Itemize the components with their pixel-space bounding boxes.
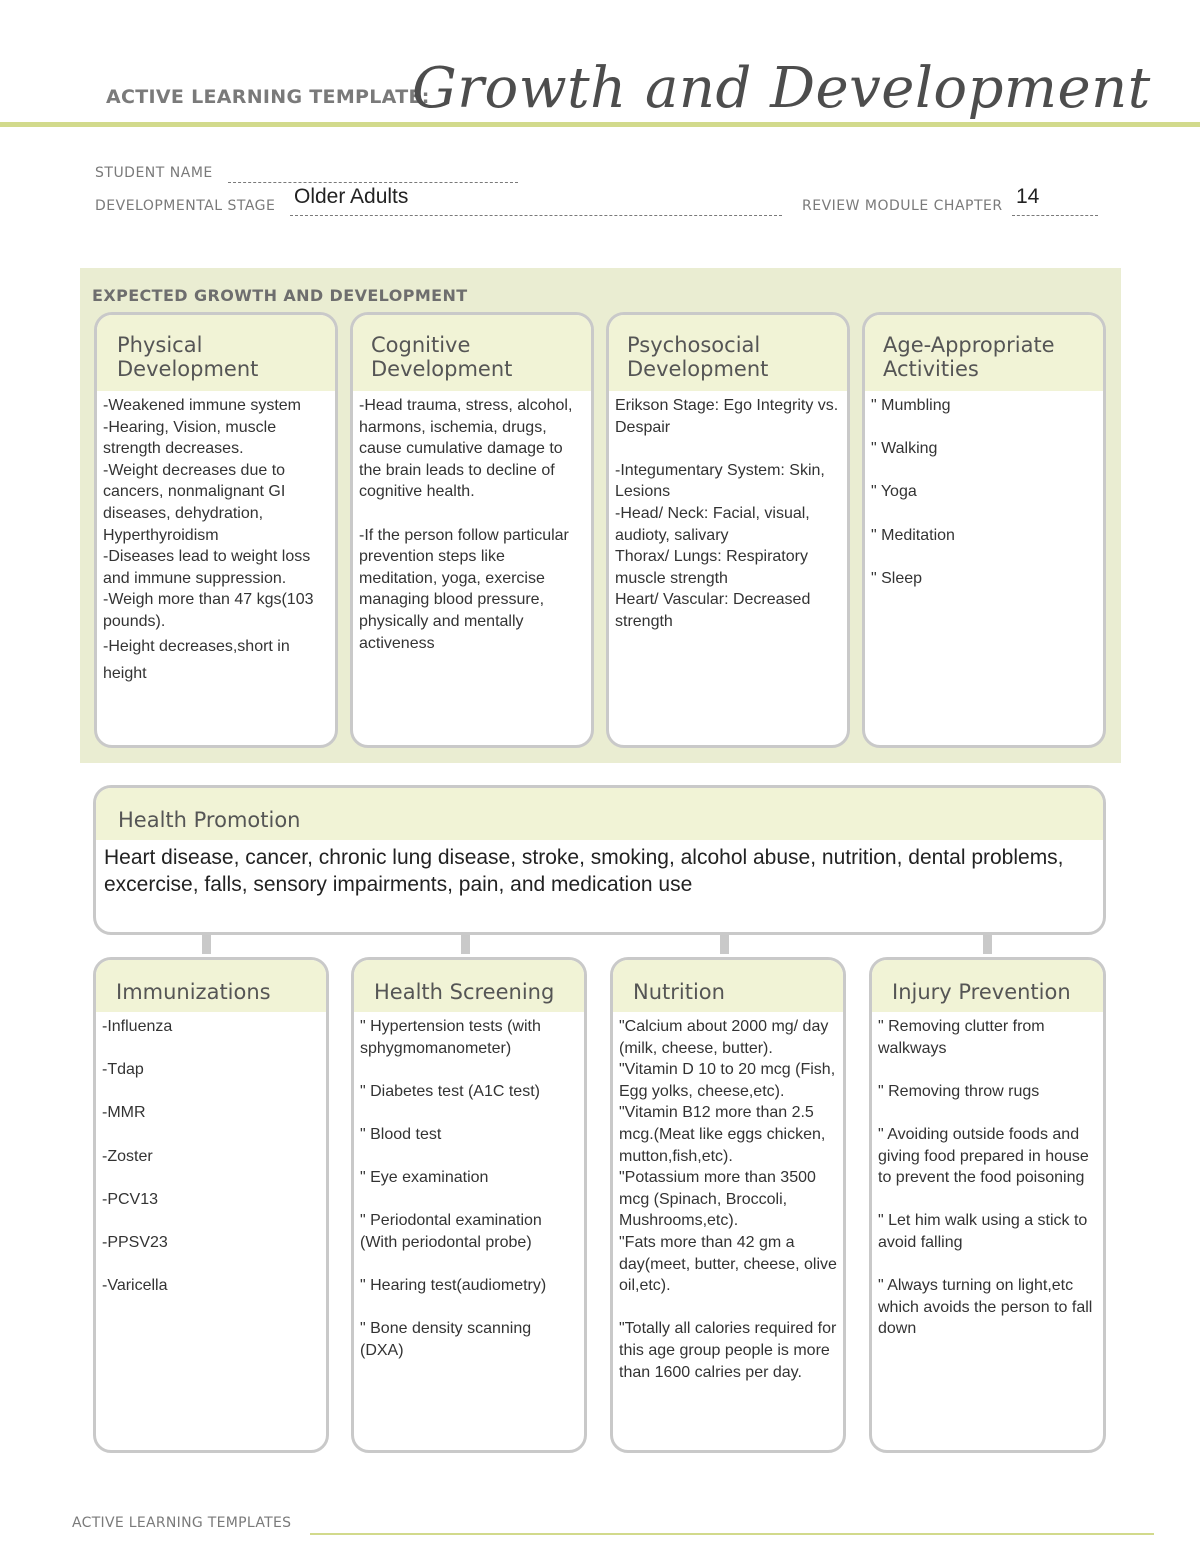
spacer <box>871 503 1097 525</box>
spacer <box>871 546 1097 568</box>
connector <box>202 934 211 954</box>
spacer <box>878 1254 1097 1276</box>
template-label: ACTIVE LEARNING TEMPLATE: <box>106 86 430 108</box>
spacer <box>360 1297 578 1319</box>
psychosocial-development-card <box>606 312 850 748</box>
spacer <box>102 1210 320 1232</box>
injury-prevention-card <box>869 957 1106 1453</box>
spacer <box>360 1146 578 1168</box>
health-promotion-text: Heart disease, cancer, chronic lung disease, stroke, smoking, alcohol abuse, nutrition, dental problems, excercise, falls, sensory impairments, pain, and medication use <box>104 846 1064 896</box>
health-screening-heading: Health Screening <box>354 960 584 1012</box>
list-item: " Bone density scanning (DXA) <box>360 1320 532 1359</box>
student-name-field[interactable] <box>228 165 518 183</box>
spacer <box>360 1102 578 1124</box>
list-item: " Meditation <box>871 526 955 544</box>
list-item: Thorax/ Lungs: Respiratory muscle strength <box>615 548 808 587</box>
spacer <box>102 1038 320 1060</box>
list-item: -Tdap <box>102 1061 144 1079</box>
heading-line: Psychosocial <box>627 333 761 357</box>
list-item: -If the person follow particular prevention steps like meditation, yoga, exercise managing blood pressure, physically and mentally activeness <box>359 526 569 652</box>
list-item: "Fats more than 42 gm a day(meet, butter, cheese, olive oil,etc). <box>619 1233 837 1295</box>
list-item: -Head/ Neck: Facial, visual, audioty, salivary <box>615 504 810 544</box>
list-item: " Yoga <box>871 483 917 501</box>
age-appropriate-activities-card <box>862 312 1106 748</box>
heading-line: Physical <box>117 333 203 357</box>
list-item: -Height decreases,short in height <box>103 637 290 682</box>
list-item: " Diabetes test (A1C test) <box>360 1082 540 1100</box>
psychosocial-development-body <box>609 391 847 633</box>
list-item: "Vitamin D 10 to 20 mcg (Fish, Egg yolks, cheese,etc). <box>619 1061 836 1100</box>
list-item: " Walking <box>871 440 938 458</box>
heading-line: Development <box>627 357 769 381</box>
list-item: " Hearing test(audiometry) <box>360 1277 547 1295</box>
immunizations-body <box>96 1012 326 1297</box>
list-item: "Calcium about 2000 mg/ day (milk, cheese, butter). <box>619 1018 829 1057</box>
spacer <box>878 1102 1097 1124</box>
spacer <box>360 1254 578 1276</box>
psychosocial-development-heading <box>609 315 847 391</box>
list-item: " Mumbling <box>871 397 951 414</box>
list-item: Erikson Stage: Ego Integrity vs. Despair <box>615 397 839 436</box>
injury-prevention-body <box>872 1012 1103 1340</box>
list-item: -MMR <box>102 1104 146 1122</box>
spacer <box>102 1254 320 1276</box>
student-name-label: STUDENT NAME <box>95 165 213 181</box>
footer-label: ACTIVE LEARNING TEMPLATES <box>72 1515 292 1531</box>
spacer <box>871 417 1097 439</box>
physical-development-heading <box>97 315 335 391</box>
list-item: -PPSV23 <box>102 1233 168 1251</box>
list-item: -Integumentary System: Skin, Lesions <box>615 461 825 501</box>
list-item: "Totally all calories required for this age group people is more than 1600 calries per day. <box>619 1320 837 1381</box>
list-item: " Blood test <box>360 1125 442 1143</box>
list-item: " Let him walk using a stick to avoid falling <box>878 1212 1088 1251</box>
immunizations-heading: Immunizations <box>96 960 326 1012</box>
developmental-stage-value: Older Adults <box>294 185 409 208</box>
list-item: " Hypertension tests (with sphygmomanometer) <box>360 1018 541 1057</box>
cognitive-development-body <box>353 391 591 654</box>
list-item: " Avoiding outside foods and giving food prepared in house to prevent the food poisoning <box>878 1125 1089 1187</box>
list-item: "Vitamin B12 more than 2.5 mcg.(Meat like eggs chicken, mutton,fish,etc). <box>619 1104 826 1165</box>
spacer <box>615 438 841 460</box>
spacer <box>878 1059 1097 1081</box>
developmental-stage-label: DEVELOPMENTAL STAGE <box>95 198 276 214</box>
list-item: -Zoster <box>102 1147 153 1165</box>
review-chapter-label: REVIEW MODULE CHAPTER <box>802 198 1003 214</box>
footer-divider <box>310 1533 1154 1535</box>
list-item: -Diseases lead to weight loss and immune suppression. <box>103 548 311 587</box>
age-appropriate-activities-heading <box>865 315 1103 391</box>
list-item: " Sleep <box>871 569 923 587</box>
physical-development-card <box>94 312 338 748</box>
connector <box>461 934 470 954</box>
spacer <box>102 1081 320 1103</box>
spacer <box>878 1189 1097 1211</box>
list-item: Heart/ Vascular: Decreased strength <box>615 591 811 630</box>
nutrition-body <box>613 1012 843 1383</box>
list-item: -Varicella <box>102 1277 168 1295</box>
connector <box>983 934 992 954</box>
list-item: -Hearing, Vision, muscle strength decreases. <box>103 418 277 458</box>
cognitive-development-card <box>350 312 594 748</box>
list-item: -Influenza <box>102 1018 173 1035</box>
page-title: Growth and Development <box>412 56 1151 121</box>
immunizations-card <box>93 957 329 1453</box>
list-item: " Removing throw rugs <box>878 1082 1040 1100</box>
connector <box>720 934 729 954</box>
spacer <box>619 1297 837 1319</box>
list-item: -Head trauma, stress, alcohol, harmons, ischemia, drugs, cause cumulative damage to the brain leads to decline of cognitive health. <box>359 397 573 501</box>
nutrition-heading: Nutrition <box>613 960 843 1012</box>
physical-development-body <box>97 391 335 687</box>
health-promotion-heading: Health Promotion <box>96 788 1103 840</box>
header-divider <box>0 122 1200 127</box>
cognitive-development-heading <box>353 315 591 391</box>
heading-line: Age-Appropriate <box>883 333 1055 357</box>
list-item: -Weigh more than 47 kgs(103 pounds). <box>103 591 314 630</box>
list-item: " Always turning on light,etc which avoids the person to fall down <box>878 1277 1093 1338</box>
spacer <box>102 1124 320 1146</box>
injury-prevention-heading: Injury Prevention <box>872 960 1103 1012</box>
list-item: -Weakened immune system <box>103 397 301 414</box>
list-item: -Weight decreases due to cancers, nonmalignant GI diseases, dehydration, Hyperthyroidism <box>103 461 286 544</box>
spacer <box>360 1189 578 1211</box>
health-promotion-card <box>93 785 1106 935</box>
spacer <box>871 460 1097 482</box>
spacer <box>360 1059 578 1081</box>
heading-line: Development <box>371 357 513 381</box>
list-item: " Removing clutter from walkways <box>878 1018 1045 1057</box>
list-item: " Eye examination <box>360 1169 489 1187</box>
spacer <box>359 503 585 525</box>
nutrition-card <box>610 957 846 1453</box>
list-item: "Potassium more than 3500 mcg (Spinach, Broccoli, Mushrooms,etc). <box>619 1169 816 1230</box>
review-chapter-value: 14 <box>1016 185 1040 208</box>
spacer <box>102 1167 320 1189</box>
heading-line: Cognitive <box>371 333 471 357</box>
list-item: -PCV13 <box>102 1190 159 1208</box>
health-screening-body <box>354 1012 584 1362</box>
list-item: " Periodontal examination (With periodontal probe) <box>360 1212 542 1251</box>
age-appropriate-activities-body <box>865 391 1103 589</box>
health-screening-card <box>351 957 587 1453</box>
heading-line: Activities <box>883 357 979 381</box>
expected-growth-title: EXPECTED GROWTH AND DEVELOPMENT <box>92 286 468 305</box>
heading-line: Development <box>117 357 259 381</box>
